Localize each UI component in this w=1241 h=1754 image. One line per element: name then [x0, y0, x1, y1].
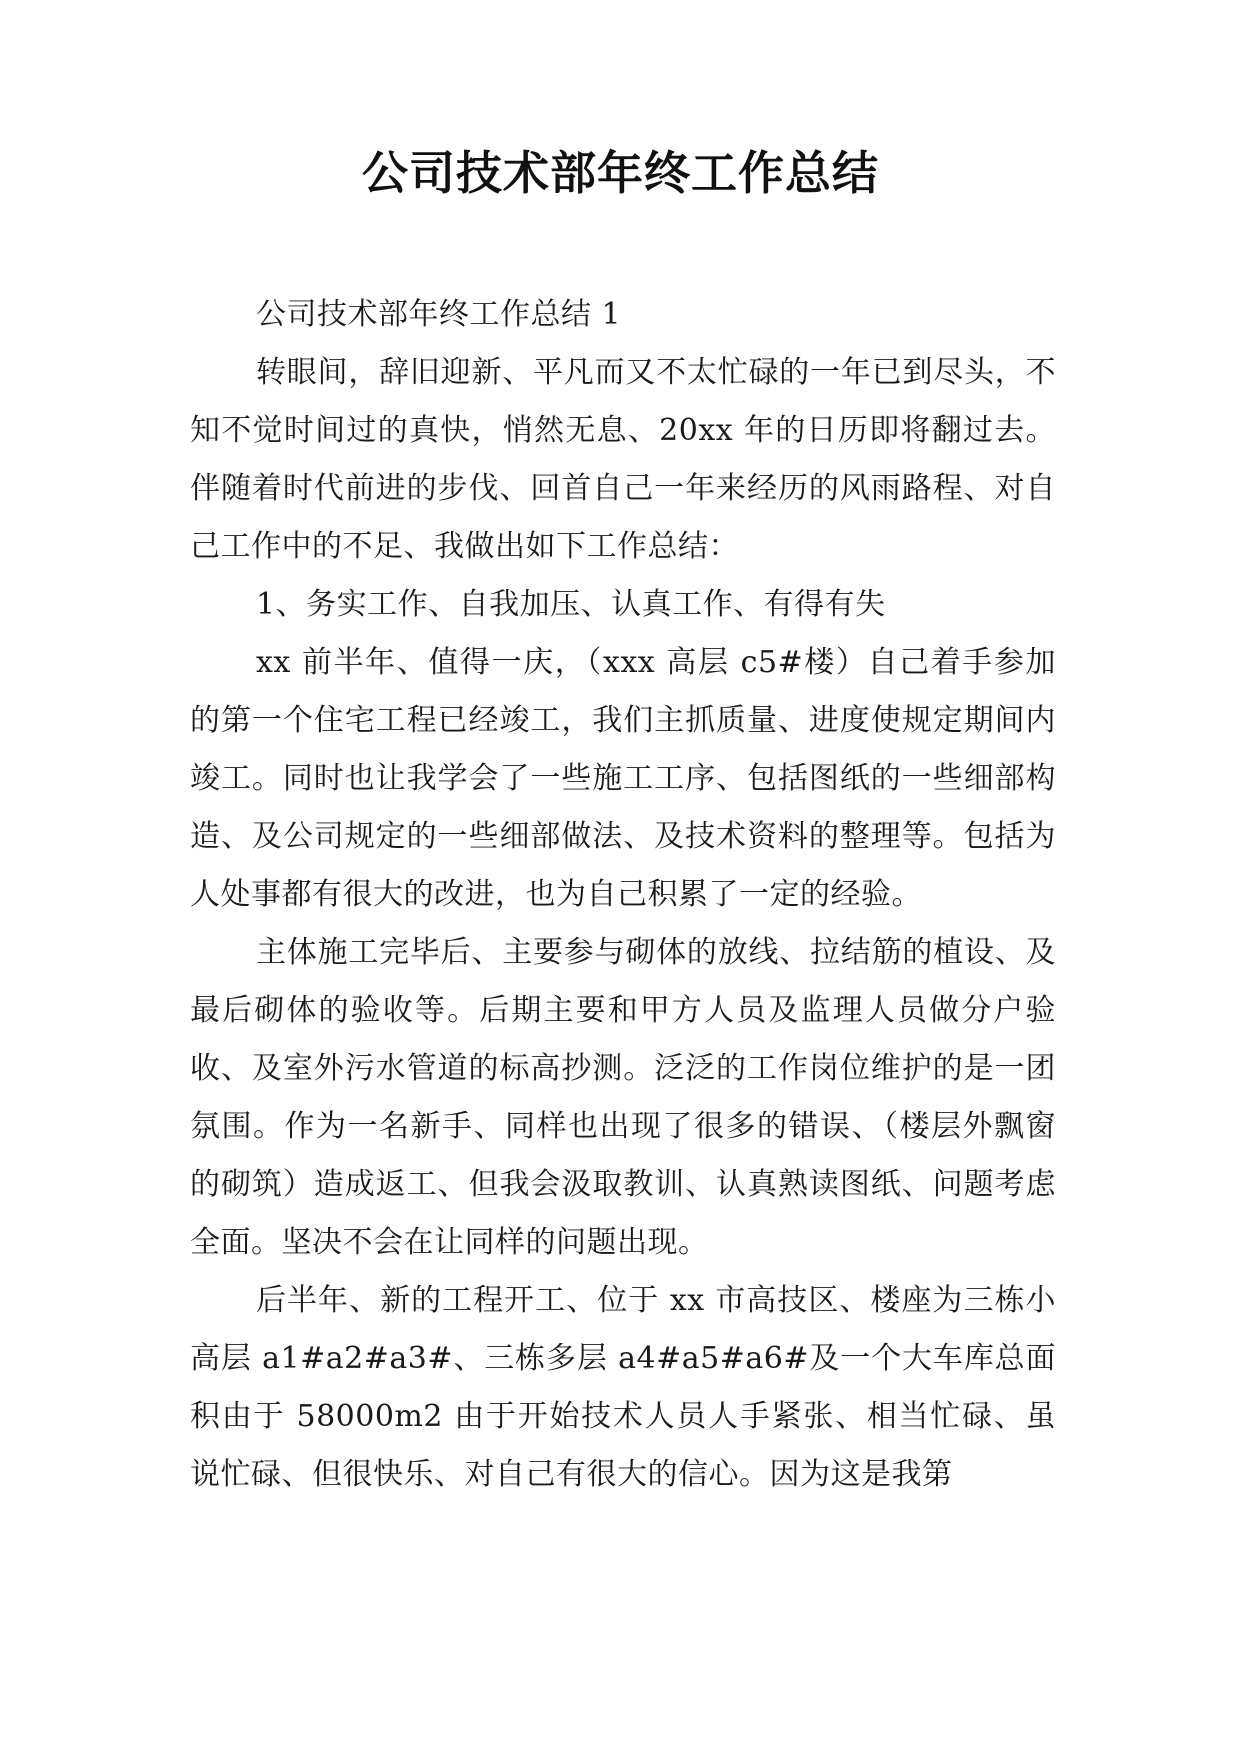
paragraph-second-half-year: 后半年、新的工程开工、位于 xx 市高技区、楼座为三栋小高层 a1#a2#a3#、三栋多层 a4#a5#a6#及一个大车库总面积由于 58000m2 由于开始技术人员人手紧张、相当忙碌、虽说忙碌、但很快乐、对自己有很大的信心。因为这是我第: [190, 1283, 1056, 1492]
paragraph-first-half-year: xx 前半年、值得一庆，（xxx 高层 c5#楼）自己着手参加的第一个住宅工程已经竣工，我们主抓质量、进度使规定期间内竣工。同时也让我学会了一些施工工序、包括图纸的一些细部构造、及公司规定的一些细部做法、及技术资料的整理等。包括为人处事都有很大的改进，也为自己积累了一定的经验。: [190, 645, 1056, 912]
item-heading: 1、务实工作、自我加压、认真工作、有得有失: [256, 587, 886, 622]
document-title: 公司技术部年终工作总结: [362, 146, 879, 200]
paragraph-intro: 转眼间，辞旧迎新、平凡而又不太忙碌的一年已到尽头，不知不觉时间过的真快，悄然无息、20xx 年的日历即将翻过去。伴随着时代前进的步伐、回首自己一年来经历的风雨路程、对自己工作中的不足、我做出如下工作总结：: [190, 355, 1056, 564]
section-heading: 公司技术部年终工作总结 1: [256, 297, 622, 332]
paragraph-masonry-work: 主体施工完毕后、主要参与砌体的放线、拉结筋的植设、及最后砌体的验收等。后期主要和甲方人员及监理人员做分户验收、及室外污水管道的标高抄测。泛泛的工作岗位维护的是一团氛围。作为一名新手、同样也出现了很多的错误、（楼层外飘窗的砌筑）造成返工、但我会汲取教训、认真熟读图纸、问题考虑全面。坚决不会在让同样的问题出现。: [190, 935, 1056, 1260]
document-body: [190, 286, 1056, 1504]
